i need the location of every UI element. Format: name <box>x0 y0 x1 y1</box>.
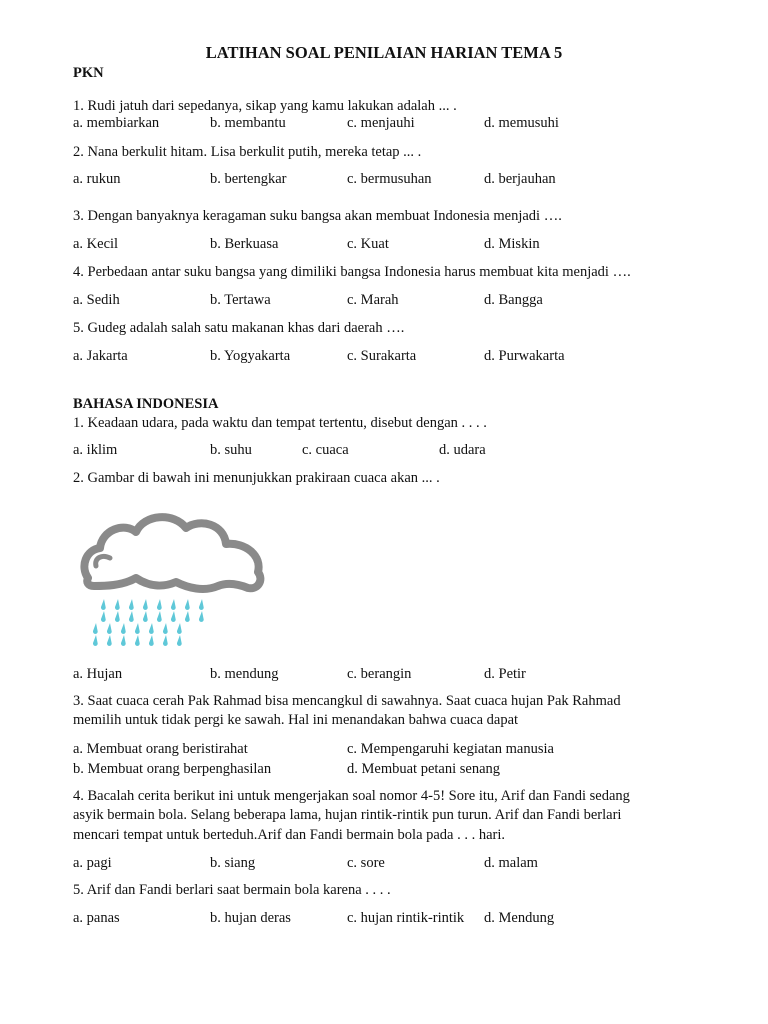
rain-drop <box>101 611 106 622</box>
bindo-q4-option-d: d. malam <box>484 855 538 871</box>
pkn-q3-option-c: c. Kuat <box>347 236 389 252</box>
rain-drop <box>129 611 134 622</box>
rain-drop <box>185 611 190 622</box>
rain-drop <box>121 635 126 646</box>
rain-drop <box>171 599 176 610</box>
bindo-q1-option-c: c. cuaca <box>302 442 349 458</box>
page-title: LATIHAN SOAL PENILAIAN HARIAN TEMA 5 <box>205 43 563 62</box>
pkn-q2-option-d: d. berjauhan <box>484 171 556 187</box>
rain-drop <box>143 599 148 610</box>
bindo-q4-option-a: a. pagi <box>73 855 112 871</box>
pkn-q4-option-c: c. Marah <box>347 292 399 308</box>
bindo-q1-option-b: b. suhu <box>210 442 252 458</box>
bindo-q2-option-d: d. Petir <box>484 666 526 682</box>
pkn-q1-option-b: b. membantu <box>210 115 286 131</box>
pkn-question-1: 1. Rudi jatuh dari sepedanya, sikap yang kamu lakukan adalah ... . <box>73 98 457 114</box>
pkn-q5-option-d: d. Purwakarta <box>484 348 565 364</box>
section-heading-bahasa-indonesia: BAHASA INDONESIA <box>73 396 219 412</box>
pkn-q1-option-a: a. membiarkan <box>73 115 160 131</box>
bindo-q2-option-c: c. berangin <box>347 666 412 682</box>
pkn-question-3: 3. Dengan banyaknya keragaman suku bangsa akan membuat Indonesia menjadi …. <box>73 208 562 224</box>
pkn-q3-option-b: b. Berkuasa <box>210 236 279 252</box>
pkn-question-2: 2. Nana berkulit hitam. Lisa berkulit putih, mereka tetap ... . <box>73 144 422 160</box>
rain-cloud-icon <box>78 508 270 656</box>
rain-drop <box>93 635 98 646</box>
pkn-q3-option-d: d. Miskin <box>484 236 540 252</box>
rain-drop <box>177 623 182 634</box>
bindo-q2-option-a: a. Hujan <box>73 666 123 682</box>
pkn-q2-option-a: a. rukun <box>73 171 121 187</box>
bindo-question-3-line-1: 3. Saat cuaca cerah Pak Rahmad bisa mencangkul di sawahnya. Saat cuaca hujan Pak Rahmad <box>73 693 621 709</box>
pkn-q4-option-a: a. Sedih <box>73 292 120 308</box>
bindo-q5-option-b: b. hujan deras <box>210 910 291 926</box>
rain-drop <box>135 635 140 646</box>
bindo-q5-option-d: d. Mendung <box>484 910 555 926</box>
bindo-q1-option-a: a. iklim <box>73 442 118 458</box>
bindo-q3-option-d: d. Membuat petani senang <box>347 761 501 777</box>
rain-drop <box>185 599 190 610</box>
rain-drop <box>177 635 182 646</box>
rain-drop <box>199 599 204 610</box>
bindo-q5-option-c: c. hujan rintik-rintik <box>347 910 465 926</box>
bindo-question-4-line-3: mencari tempat untuk berteduh.Arif dan Fandi bermain bola pada . . . hari. <box>73 827 506 843</box>
bindo-q1-option-d: d. udara <box>439 442 486 458</box>
rain-drop <box>107 635 112 646</box>
pkn-q1-option-d: d. memusuhi <box>484 115 559 131</box>
rain-drop <box>135 623 140 634</box>
rain-drop <box>149 635 154 646</box>
rain-drop <box>101 599 106 610</box>
rain-drop <box>121 623 126 634</box>
rain-drop <box>93 623 98 634</box>
bindo-question-2: 2. Gambar di bawah ini menunjukkan prakiraan cuaca akan ... . <box>73 470 440 486</box>
bindo-q3-option-a: a. Membuat orang beristirahat <box>73 741 248 757</box>
bindo-question-3-line-2: memilih untuk tidak pergi ke sawah. Hal ini menandakan bahwa cuaca dapat <box>73 712 519 728</box>
rain-drop <box>143 611 148 622</box>
rain-drop <box>157 599 162 610</box>
bindo-q5-option-a: a. panas <box>73 910 120 926</box>
rain-drop <box>115 611 120 622</box>
bindo-question-4-line-2: asyik bermain bola. Selang beberapa lama, hujan rintik-rintik pun turun. Arif dan Fandi berlari <box>73 807 622 823</box>
pkn-q5-option-c: c. Surakarta <box>347 348 417 364</box>
pkn-q4-option-b: b. Tertawa <box>210 292 271 308</box>
rain-drop <box>199 611 204 622</box>
pkn-q1-option-c: c. menjauhi <box>347 115 415 131</box>
pkn-q5-option-b: b. Yogyakarta <box>210 348 291 364</box>
bindo-question-1: 1. Keadaan udara, pada waktu dan tempat tertentu, disebut dengan . . . . <box>73 415 487 431</box>
rain-drop <box>163 635 168 646</box>
pkn-question-5: 5. Gudeg adalah salah satu makanan khas dari daerah …. <box>73 320 405 336</box>
rain-drop <box>107 623 112 634</box>
bindo-question-5: 5. Arif dan Fandi berlari saat bermain bola karena . . . . <box>73 882 391 898</box>
bindo-q4-option-c: c. sore <box>347 855 385 871</box>
bindo-question-4-line-1: 4. Bacalah cerita berikut ini untuk mengerjakan soal nomor 4-5! Sore itu, Arif dan Fandi sedang <box>73 788 630 804</box>
section-heading-pkn: PKN <box>73 65 104 81</box>
rain-drop <box>171 611 176 622</box>
pkn-q5-option-a: a. Jakarta <box>73 348 128 364</box>
rain-drop <box>157 611 162 622</box>
pkn-q2-option-c: c. bermusuhan <box>347 171 432 187</box>
rain-drop <box>129 599 134 610</box>
bindo-q3-option-c: c. Mempengaruhi kegiatan manusia <box>347 741 554 757</box>
rain-drop <box>163 623 168 634</box>
pkn-q3-option-a: a. Kecil <box>73 236 119 252</box>
bindo-q3-option-b: b. Membuat orang berpenghasilan <box>73 761 272 777</box>
pkn-question-4: 4. Perbedaan antar suku bangsa yang dimiliki bangsa Indonesia harus membuat kita menjadi …. <box>73 264 631 280</box>
bindo-q2-option-b: b. mendung <box>210 666 279 682</box>
bindo-q4-option-b: b. siang <box>210 855 256 871</box>
pkn-q2-option-b: b. bertengkar <box>210 171 287 187</box>
rain-drop <box>149 623 154 634</box>
pkn-q4-option-d: d. Bangga <box>484 292 543 308</box>
rain-drop <box>115 599 120 610</box>
